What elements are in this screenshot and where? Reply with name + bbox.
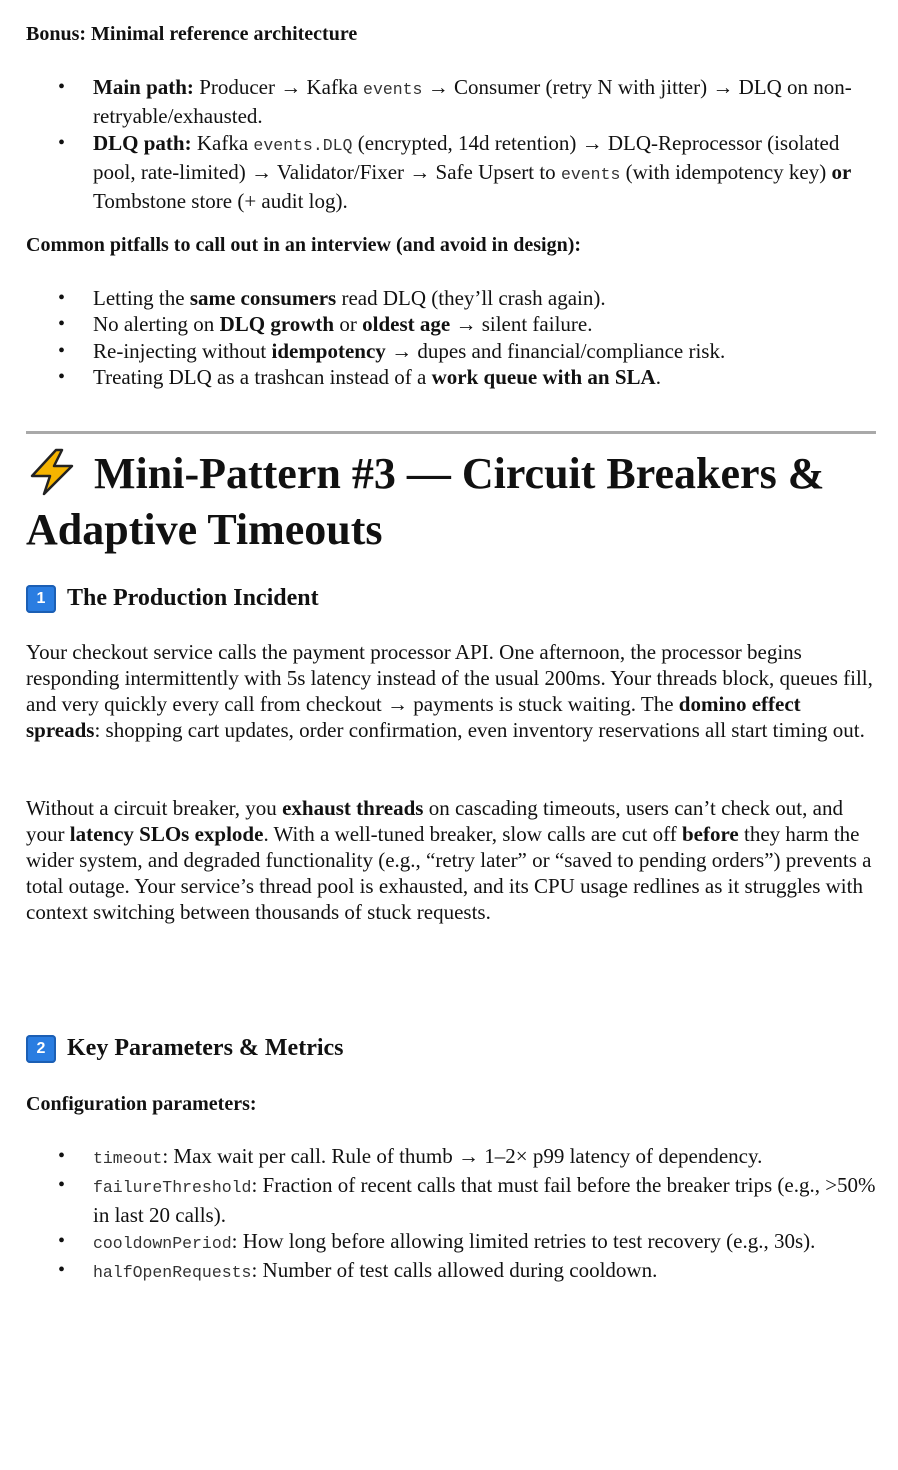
list-item: • No alerting on DLQ growth or oldest age → silent failure. — [26, 311, 876, 337]
pattern-title: Mini-Pattern #3 — Circuit Breakers & Adaptive Timeouts — [26, 449, 825, 554]
incident-paragraph-1: Your checkout service calls the payment processor API. One afternoon, the processor begins responding intermittently with 5s latency instead of the usual 200ms. Your threads block, queues fill, and very quickly every call from checkout → payments is stuck waiting. The domino effect spreads: shopping cart updates, order confirmation, even inventory reservations all start timing out. — [26, 640, 873, 742]
code-failure-threshold: failureThreshold — [93, 1178, 252, 1198]
config-list — [26, 1143, 876, 1286]
bonus-list — [26, 74, 876, 214]
list-item: • Treating DLQ as a trashcan instead of a work queue with an SLA. — [26, 364, 876, 390]
pitfalls-list — [26, 285, 876, 390]
incident-paragraph-2: Without a circuit breaker, you exhaust threads on cascading timeouts, users can’t check out, and your latency SLOs explode. With a well-tuned breaker, slow calls are cut off before they harm the wider system, and degraded functionality (e.g., “retry later” or “saved to pending orders”) prevents a total outage. Your service’s thread pool is exhausted, and its CPU usage redlines as it struggles with context switching between thousands of stuck requests. — [26, 796, 872, 924]
pitfalls-heading: Common pitfalls to call out in an interview (and avoid in design): — [26, 234, 582, 256]
code-half-open-requests: halfOpenRequests — [93, 1263, 252, 1283]
list-item: • timeout: Max wait per call. Rule of thumb → 1–2× p99 latency of dependency. — [26, 1143, 876, 1172]
code-cooldown-period: cooldownPeriod — [93, 1233, 232, 1253]
bonus-heading: Bonus: Minimal reference architecture — [26, 23, 358, 45]
code-events: events — [363, 80, 423, 99]
code-timeout: timeout — [93, 1149, 163, 1168]
horizontal-divider — [26, 431, 876, 434]
list-item: • Re-injecting without idempotency → dupes and financial/compliance risk. — [26, 338, 876, 364]
list-item: • cooldownPeriod: How long before allowing limited retries to test recovery (e.g., 30s). — [26, 1228, 876, 1257]
incident-heading: 1 The Production Incident — [26, 583, 319, 613]
list-item: • failureThreshold: Fraction of recent calls that must fail before the breaker trips (e.g., >50% in last 20 calls). — [26, 1172, 876, 1228]
list-item: • Main path: Producer → Kafka events → Consumer (retry N with jitter) → DLQ on non-retryable/exhausted. — [26, 74, 876, 130]
list-item: • halfOpenRequests: Number of test calls allowed during cooldown. — [26, 1257, 876, 1286]
config-heading: Configuration parameters: — [26, 1093, 257, 1115]
code-events: events — [560, 164, 621, 184]
lightning-bolt-icon — [26, 448, 78, 496]
number-two-badge: 2 — [26, 1035, 56, 1063]
list-item: • Letting the same consumers read DLQ (they’ll crash again). — [26, 285, 876, 311]
code-events-dlq: events.DLQ — [253, 135, 353, 155]
number-one-badge: 1 — [26, 585, 56, 613]
params-heading: 2 Key Parameters & Metrics — [26, 1033, 344, 1063]
list-item: • DLQ path: Kafka events.DLQ (encrypted, 14d retention) → DLQ-Reprocessor (isolated pool, rate-limited) → Validator/Fixer → Safe Upsert to events (with idempotency key) or Tombstone store (+ audit log). — [26, 130, 876, 215]
